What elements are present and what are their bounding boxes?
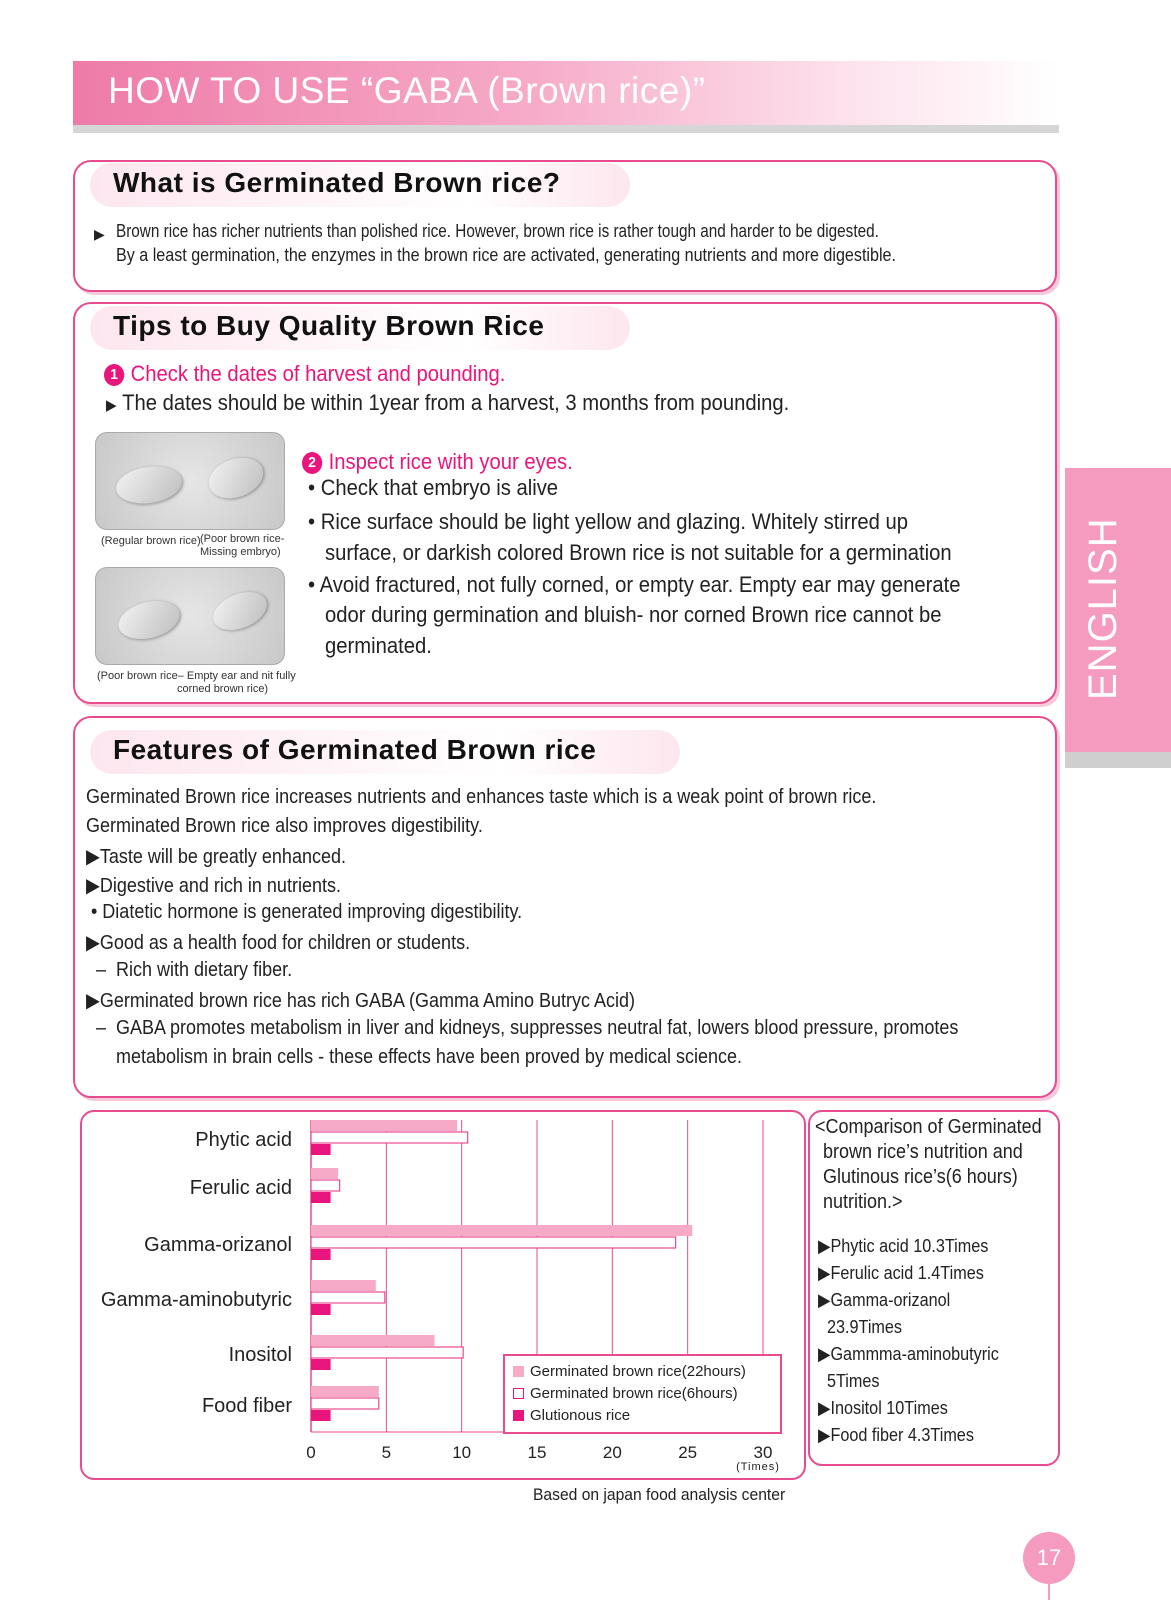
photo-regular-vs-missing-embryo: [95, 432, 285, 530]
tip-2-bullet-1: • Check that embryo is alive: [308, 475, 559, 500]
legend-item-22h: [513, 1363, 746, 1380]
features-line-3: ▶Taste will be greatly enhanced.: [86, 846, 347, 868]
legend-swatch-22h: [513, 1366, 524, 1377]
rice-grain-missing-embryo: [203, 451, 269, 506]
what-is-line-2: By a least germination, the enzymes in the brown rice are activated, generating nutrients and more digestible.: [116, 245, 896, 265]
chart-legend: [503, 1354, 782, 1434]
x-tick-label-5: 5: [381, 1443, 392, 1462]
x-tick-label-25: 25: [678, 1443, 698, 1462]
language-tab-underline: [1065, 752, 1171, 768]
what-is-arrow-icon: ▶: [94, 226, 105, 242]
comparison-item-8: ▶Food fiber 4.3Times: [818, 1425, 974, 1445]
caption-poor-1b: Missing embryo): [200, 546, 281, 558]
tip-2-number-badge: 2: [302, 452, 322, 474]
legend-label-22h: Germinated brown rice(22hours): [530, 1363, 746, 1380]
page-number: 17: [1023, 1532, 1075, 1584]
category-label-3: Gamma-orizanol: [144, 1234, 292, 1256]
caption-poor-1a: (Poor brown rice-: [200, 533, 285, 545]
legend-label-glutinous: Glutionous rice: [530, 1407, 631, 1424]
features-line-5: • Diatetic hormone is generated improving digestibility.: [86, 901, 523, 923]
comparison-title-line-2: brown rice’s nutrition and: [823, 1141, 1023, 1163]
tip-1-number-badge: 1: [104, 364, 124, 386]
caption-regular: (Regular brown rice): [101, 535, 201, 547]
x-tick-label-20: 20: [602, 1443, 622, 1462]
tip-2-bullet-3-cont-2: germinated.: [325, 633, 432, 658]
section-tips-title: Tips to Buy Quality Brown Rice: [113, 310, 545, 341]
page-number-line: [1048, 1584, 1050, 1600]
tip-1-heading: [104, 361, 505, 387]
x-tick-label-30: 30: [753, 1443, 773, 1462]
chart-source: Based on japan food analysis center: [533, 1485, 786, 1504]
comparison-item-6: 5Times: [818, 1371, 880, 1391]
tip-2-heading: [302, 449, 573, 475]
features-line-7: – Rich with dietary fiber.: [86, 959, 293, 981]
tip-2-bullet-3-cont-1: odor during germination and bluish- nor corned Brown rice cannot be: [325, 602, 942, 627]
tip-2-bullet-2-cont: surface, or darkish colored Brown rice is not suitable for a germination: [325, 540, 952, 565]
category-label-5: Inositol: [228, 1344, 292, 1366]
category-label-6: Food fiber: [201, 1395, 292, 1417]
tip-2-bullet-3: • Avoid fractured, not fully corned, or empty ear. Empty ear may generate: [308, 572, 961, 597]
comparison-item-4: 23.9Times: [818, 1317, 903, 1337]
category-label-1: Phytic acid: [195, 1129, 292, 1151]
language-tab-label: ENGLISH: [1081, 517, 1125, 700]
tip-1-text: The dates should be within 1year from a harvest, 3 months from pounding.: [122, 390, 790, 415]
section-what-is-title: What is Germinated Brown rice?: [113, 167, 561, 198]
features-line-10: metabolism in brain cells - these effects have been proved by medical science.: [86, 1046, 743, 1068]
tip-1-title: Check the dates of harvest and pounding.: [130, 361, 506, 386]
x-tick-label-0: 0: [306, 1443, 316, 1462]
legend-label-6h: Germinated brown rice(6hours): [530, 1385, 738, 1402]
header-underline: [73, 125, 1059, 133]
features-line-1: Germinated Brown rice increases nutrients and enhances taste which is a weak point of brown rice.: [86, 786, 877, 808]
rice-grain-empty-ear: [115, 595, 184, 645]
comparison-title-line-4: nutrition.>: [823, 1191, 903, 1213]
features-line-6: ▶Good as a health food for children or students.: [86, 932, 471, 954]
tip-1-arrow-icon: ▶: [106, 397, 117, 414]
category-label-4: Gamma-aminobutyric: [100, 1289, 292, 1311]
comparison-title-line-3: Glutinous rice’s(6 hours): [823, 1166, 1018, 1188]
x-axis-unit: (Times): [736, 1461, 780, 1473]
tip-2-title: Inspect rice with your eyes.: [328, 449, 573, 474]
features-line-9: – GABA promotes metabolism in liver and kidneys, suppresses neutral fat, lowers blood pressure, promotes: [86, 1017, 959, 1039]
tip-1-body: [106, 390, 789, 416]
comparison-item-2: ▶Ferulic acid 1.4Times: [818, 1263, 984, 1283]
what-is-line-1: Brown rice has richer nutrients than polished rice. However, brown rice is rather tough and harder to be digested.: [116, 221, 879, 241]
rice-grain-not-corned: [208, 585, 273, 638]
section-features-title: Features of Germinated Brown rice: [113, 734, 597, 765]
comparison-item-7: ▶Inositol 10Times: [818, 1398, 948, 1418]
rice-grain-regular: [114, 463, 184, 508]
comparison-item-1: ▶Phytic acid 10.3Times: [818, 1236, 989, 1256]
features-line-8: ▶Germinated brown rice has rich GABA (Gamma Amino Butryc Acid): [86, 990, 636, 1012]
comparison-item-5: ▶Gammma-aminobutyric: [818, 1344, 999, 1364]
caption-poor-2b: corned brown rice): [177, 683, 269, 695]
page-title: HOW TO USE “GABA (Brown rice)”: [108, 70, 706, 111]
x-tick-label-10: 10: [452, 1443, 472, 1462]
legend-item-6h: [513, 1385, 738, 1402]
features-line-4: ▶Digestive and rich in nutrients.: [86, 875, 341, 897]
caption-poor-2a: (Poor brown rice– Empty ear and nit fully: [97, 670, 296, 682]
features-line-2: Germinated Brown rice also improves digestibility.: [86, 815, 483, 837]
tip-2-bullet-2: • Rice surface should be light yellow and glazing. Whitely stirred up: [308, 509, 908, 534]
legend-swatch-6h: [513, 1388, 524, 1399]
legend-item-glutinous: [513, 1407, 630, 1424]
comparison-item-3: ▶Gamma-orizanol: [818, 1290, 951, 1310]
comparison-title-line-1: <Comparison of Germinated: [815, 1116, 1042, 1138]
x-tick-label-15: 15: [527, 1443, 547, 1462]
legend-swatch-glutinous: [513, 1410, 524, 1421]
category-label-2: Ferulic acid: [189, 1177, 292, 1199]
photo-empty-ear: [95, 567, 285, 665]
